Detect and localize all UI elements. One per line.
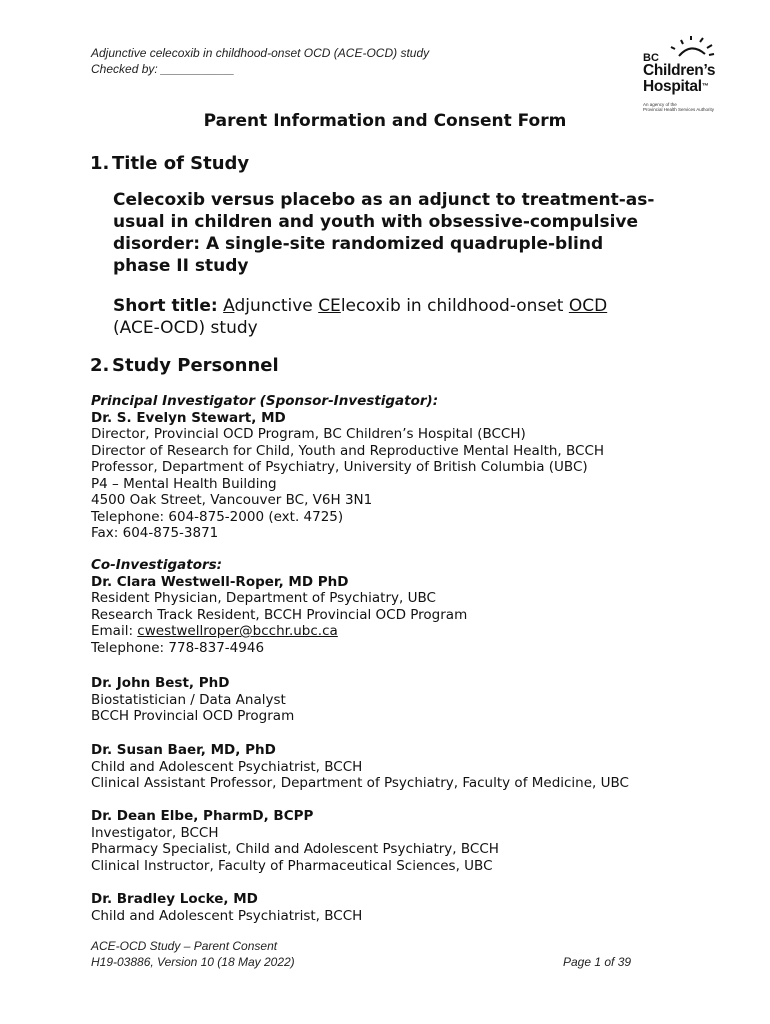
person-name: Dr. Clara Westwell-Roper, MD PhD — [91, 573, 349, 590]
person-name: Dr. John Best, PhD — [91, 675, 230, 691]
email-link[interactable]: cwestwellroper@bcchr.ubc.ca — [137, 623, 338, 639]
bc-childrens-hospital-logo — [641, 36, 741, 118]
header-checked-by: Checked by: ___________ — [91, 62, 235, 76]
footer-study-line: ACE-OCD Study – Parent Consent — [91, 939, 278, 953]
person-name: Dr. Dean Elbe, PharmD, BCPP — [91, 808, 314, 824]
person-name: Dr. Bradley Locke, MD — [91, 891, 258, 907]
co-investigator-baer-block: Dr. Susan Baer, MD, PhD Child and Adolescent Psychiatrist, BCCH Clinical Assistant Professor, Department of Psychiatry, Faculty of Medicine, UBC — [91, 742, 629, 791]
page-number: Page 1 of 39 — [563, 955, 632, 969]
role-label: Co-Investigators: — [91, 557, 223, 573]
person-name: Dr. Susan Baer, MD, PhD — [91, 742, 276, 758]
study-short-title: Short title: Adjunctive CElecoxib in childhood-onset OCD (ACE-OCD) study — [113, 296, 608, 338]
co-investigator-elbe-block: Dr. Dean Elbe, PharmD, BCPP Investigator, BCCH Pharmacy Specialist, Child and Adolescent Psychiatry, BCCH Clinical Instructor, Faculty of Pharmaceutical Sciences, UBC — [91, 808, 499, 874]
document-title: Parent Information and Consent Form — [203, 111, 567, 131]
logo-hospital-name: Children’s Hospital™ — [643, 62, 716, 95]
section-heading-study-personnel: 2. Study Personnel — [90, 355, 279, 376]
person-name: Dr. S. Evelyn Stewart, MD — [91, 409, 286, 426]
footer-version-line: H19-03886, Version 10 (18 May 2022) — [91, 955, 295, 969]
co-investigator-best-block: Dr. John Best, PhD Biostatistician / Data Analyst BCCH Provincial OCD Program — [91, 675, 295, 724]
section-heading-title-of-study: 1. Title of Study — [90, 153, 250, 174]
co-investigator-locke-block: Dr. Bradley Locke, MD Child and Adolescent Psychiatrist, BCCH — [91, 891, 363, 924]
sun-icon — [669, 36, 729, 58]
header-study-line: Adjunctive celecoxib in childhood-onset OCD (ACE-OCD) study — [91, 46, 430, 60]
logo-agency-text: An agency of the Provincial Health Services Authority — [643, 102, 715, 112]
role-label: Principal Investigator (Sponsor-Investigator): — [91, 393, 439, 409]
study-full-title: Celecoxib versus placebo as an adjunct to treatment-as- usual in children and youth with obsessive-compulsive disorder: A single-site randomized quadruple-blind phase II study — [113, 190, 655, 276]
principal-investigator-block: Principal Investigator (Sponsor-Investigator): Dr. S. Evelyn Stewart, MD Director, Provincial OCD Program, BC Children’s Hospital (BCCH) Director of Research for Child, Youth and Reproductive Mental Health, BCCH Professor, Department of Psychiatry, University of British Columbia (UBC) P4 – Mental Health Building 4500 Oak Street, Vancouver BC, V6H 3N1 Telephone: 604-875-2000 (ext. 4725) Fax: 604-875-3871 — [91, 393, 605, 541]
co-investigator-westwell-block: Co-Investigators: Dr. Clara Westwell-Roper, MD PhD Resident Physician, Department of Psychiatry, UBC Research Track Resident, BCCH Provincial OCD Program Email: cwestwellroper@bcchr.ubc.ca Telephone: 778-837-4946 — [91, 557, 468, 656]
logo-bc-text: BC — [643, 52, 659, 64]
